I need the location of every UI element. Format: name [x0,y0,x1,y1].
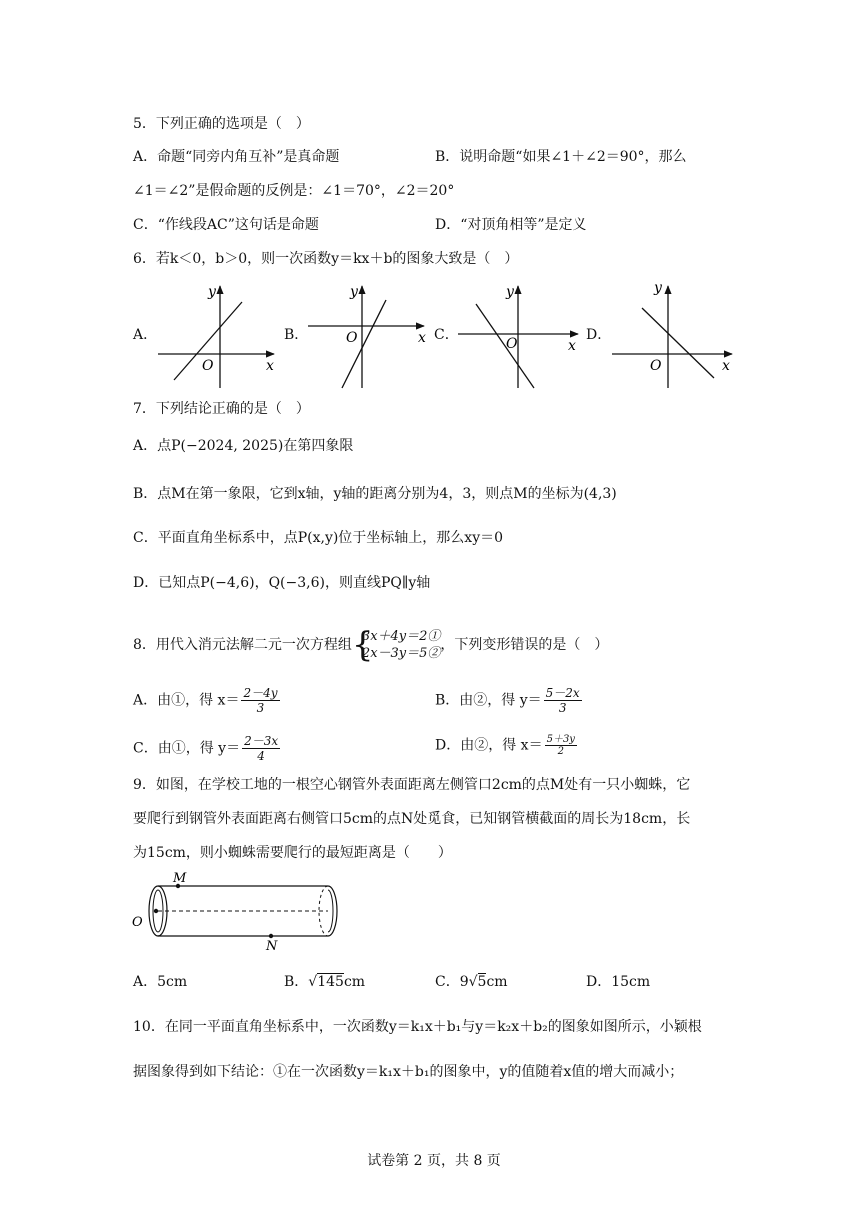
q8-option-d [435,734,579,757]
q7-option-d: D．已知点P(−4,6)，Q(−3,6)，则直线PQ∥y轴 [133,575,431,591]
steel-pipe-figure [128,870,348,950]
fraction [545,734,577,757]
q7-option-a: A．点P(−2024, 2025)在第四象限 [133,438,354,454]
x-axis-label: x [266,358,274,374]
fraction [241,686,279,715]
q10-line1: 10．在同一平面直角坐标系中，一次函数y＝k₁x＋b₁与y＝k₂x＋b₂的图象如图所示，小颖根 [133,1019,702,1035]
q8-option-a [133,686,282,715]
q6-graph-b [304,278,434,393]
q5-option-b-line2: ∠1＝∠2”是假命题的反例是：∠1＝70°，∠2＝20° [133,183,455,199]
numerator: 2－4y [243,686,278,700]
q6-graph-a [150,278,280,393]
origin-label: O [346,330,358,346]
denominator: 4 [257,749,265,763]
q8-option-c [133,734,282,763]
equation-system [351,625,441,665]
q6-graph-d [608,278,738,393]
q6-stem: 6．若k＜0，b＞0，则一次函数y＝kx＋b的图象大致是（ ） [133,251,519,267]
q5-option-d: D．“对顶角相等”是定义 [435,217,587,233]
sqrt-sign: √ [468,974,478,990]
q9-option-d: D．15cm [586,974,651,990]
q8-option-b-prefix: B．由②，得 y＝ [435,692,542,709]
q9-line2: 要爬行到钢管外表面距离右侧管口5cm的点N处觅食，已知钢管横截面的周长为18cm，长 [133,811,691,827]
q8-option-b [435,686,584,715]
equation-2: 2x－3y＝5② [361,646,441,661]
label-m: M [173,871,187,886]
origin-label: O [650,358,662,374]
origin-label: O [506,336,518,352]
q8-stem-suffix: ，下列变形错误的是（ ） [440,637,609,653]
function-line [476,304,534,388]
numerator: 5－2x [545,686,580,700]
unit: cm [343,974,366,990]
q9-line3: 为15cm，则小蜘蛛需要爬行的最短距离是（ ） [133,845,452,861]
denominator: 2 [557,746,564,757]
y-axis-label: y [506,284,514,300]
q5-stem: 5．下列正确的选项是（ ） [133,116,310,132]
right-inner-front [328,890,333,932]
q8-stem-prefix: 8．用代入消元法解二元一次方程组 [133,637,352,653]
q9-option-b [284,972,365,992]
q6-option-b-label: B． [284,327,309,343]
q5-option-a: A．命题“同旁内角互补”是真命题 [133,149,340,165]
radicand: 5 [477,974,487,990]
unit: cm [486,974,508,990]
q7-option-c: C．平面直角坐标系中，点P(x,y)位于坐标轴上，那么xy＝0 [133,530,504,546]
label-n: N [266,939,278,950]
point-o [154,909,158,913]
q8-option-d-prefix: D．由②，得 x＝ [435,737,543,754]
fraction [544,686,582,715]
label-o: O [132,915,143,930]
numerator: 5＋3y [546,734,575,745]
radicand: 145 [317,974,344,990]
q7-stem: 7．下列结论正确的是（ ） [133,401,310,417]
q9-option-a: A．5cm [133,974,188,990]
q6-option-d-label: D． [586,327,612,343]
q9-option-c-prefix: C．9 [435,974,469,990]
sqrt-sign: √ [308,974,318,990]
right-end-front [328,886,337,936]
q8-option-c-prefix: C．由①，得 y＝ [133,740,241,757]
point-n [269,934,273,938]
q8-stem [133,625,609,665]
q6-option-a-label: A． [133,327,158,343]
q6-graph-c [454,278,584,393]
q8-option-a-prefix: A．由①，得 x＝ [133,692,240,709]
page-footer: 试卷第 2 页，共 8 页 [367,1153,501,1169]
denominator: 3 [256,701,265,715]
fraction [242,734,280,763]
y-axis-label: y [654,280,662,296]
y-axis-label: y [208,284,216,300]
y-axis-label: y [350,284,358,300]
equation-1: 3x＋4y＝2① [361,629,441,644]
numerator: 2－3x [244,734,279,748]
q9-line1: 9．如图，在学校工地的一根空心钢管外表面距离左侧管口2cm的点M处有一只小蜘蛛，它 [133,777,691,793]
q6-option-c-label: C． [434,327,459,343]
x-axis-label: x [722,358,730,374]
q5-option-c: C．“作线段AC”这句话是命题 [133,217,319,233]
brace-glyph: { [351,625,374,665]
denominator: 3 [558,701,567,715]
x-axis-label: x [568,338,576,354]
q10-line2: 据图象得到如下结论：①在一次函数y＝k₁x＋b₁的图象中，y的值随着x值的增大而减小； [133,1064,684,1080]
q5-option-b-line1: B．说明命题“如果∠1＋∠2＝90°，那么 [435,149,687,165]
q9-option-c [435,972,508,992]
x-axis-label: x [418,330,426,346]
q9-option-b-prefix: B． [284,974,309,990]
q7-option-b: B．点M在第一象限，它到x轴，y轴的距离分别为4，3，则点M的坐标为(4,3) [133,486,617,502]
origin-label: O [202,358,214,374]
